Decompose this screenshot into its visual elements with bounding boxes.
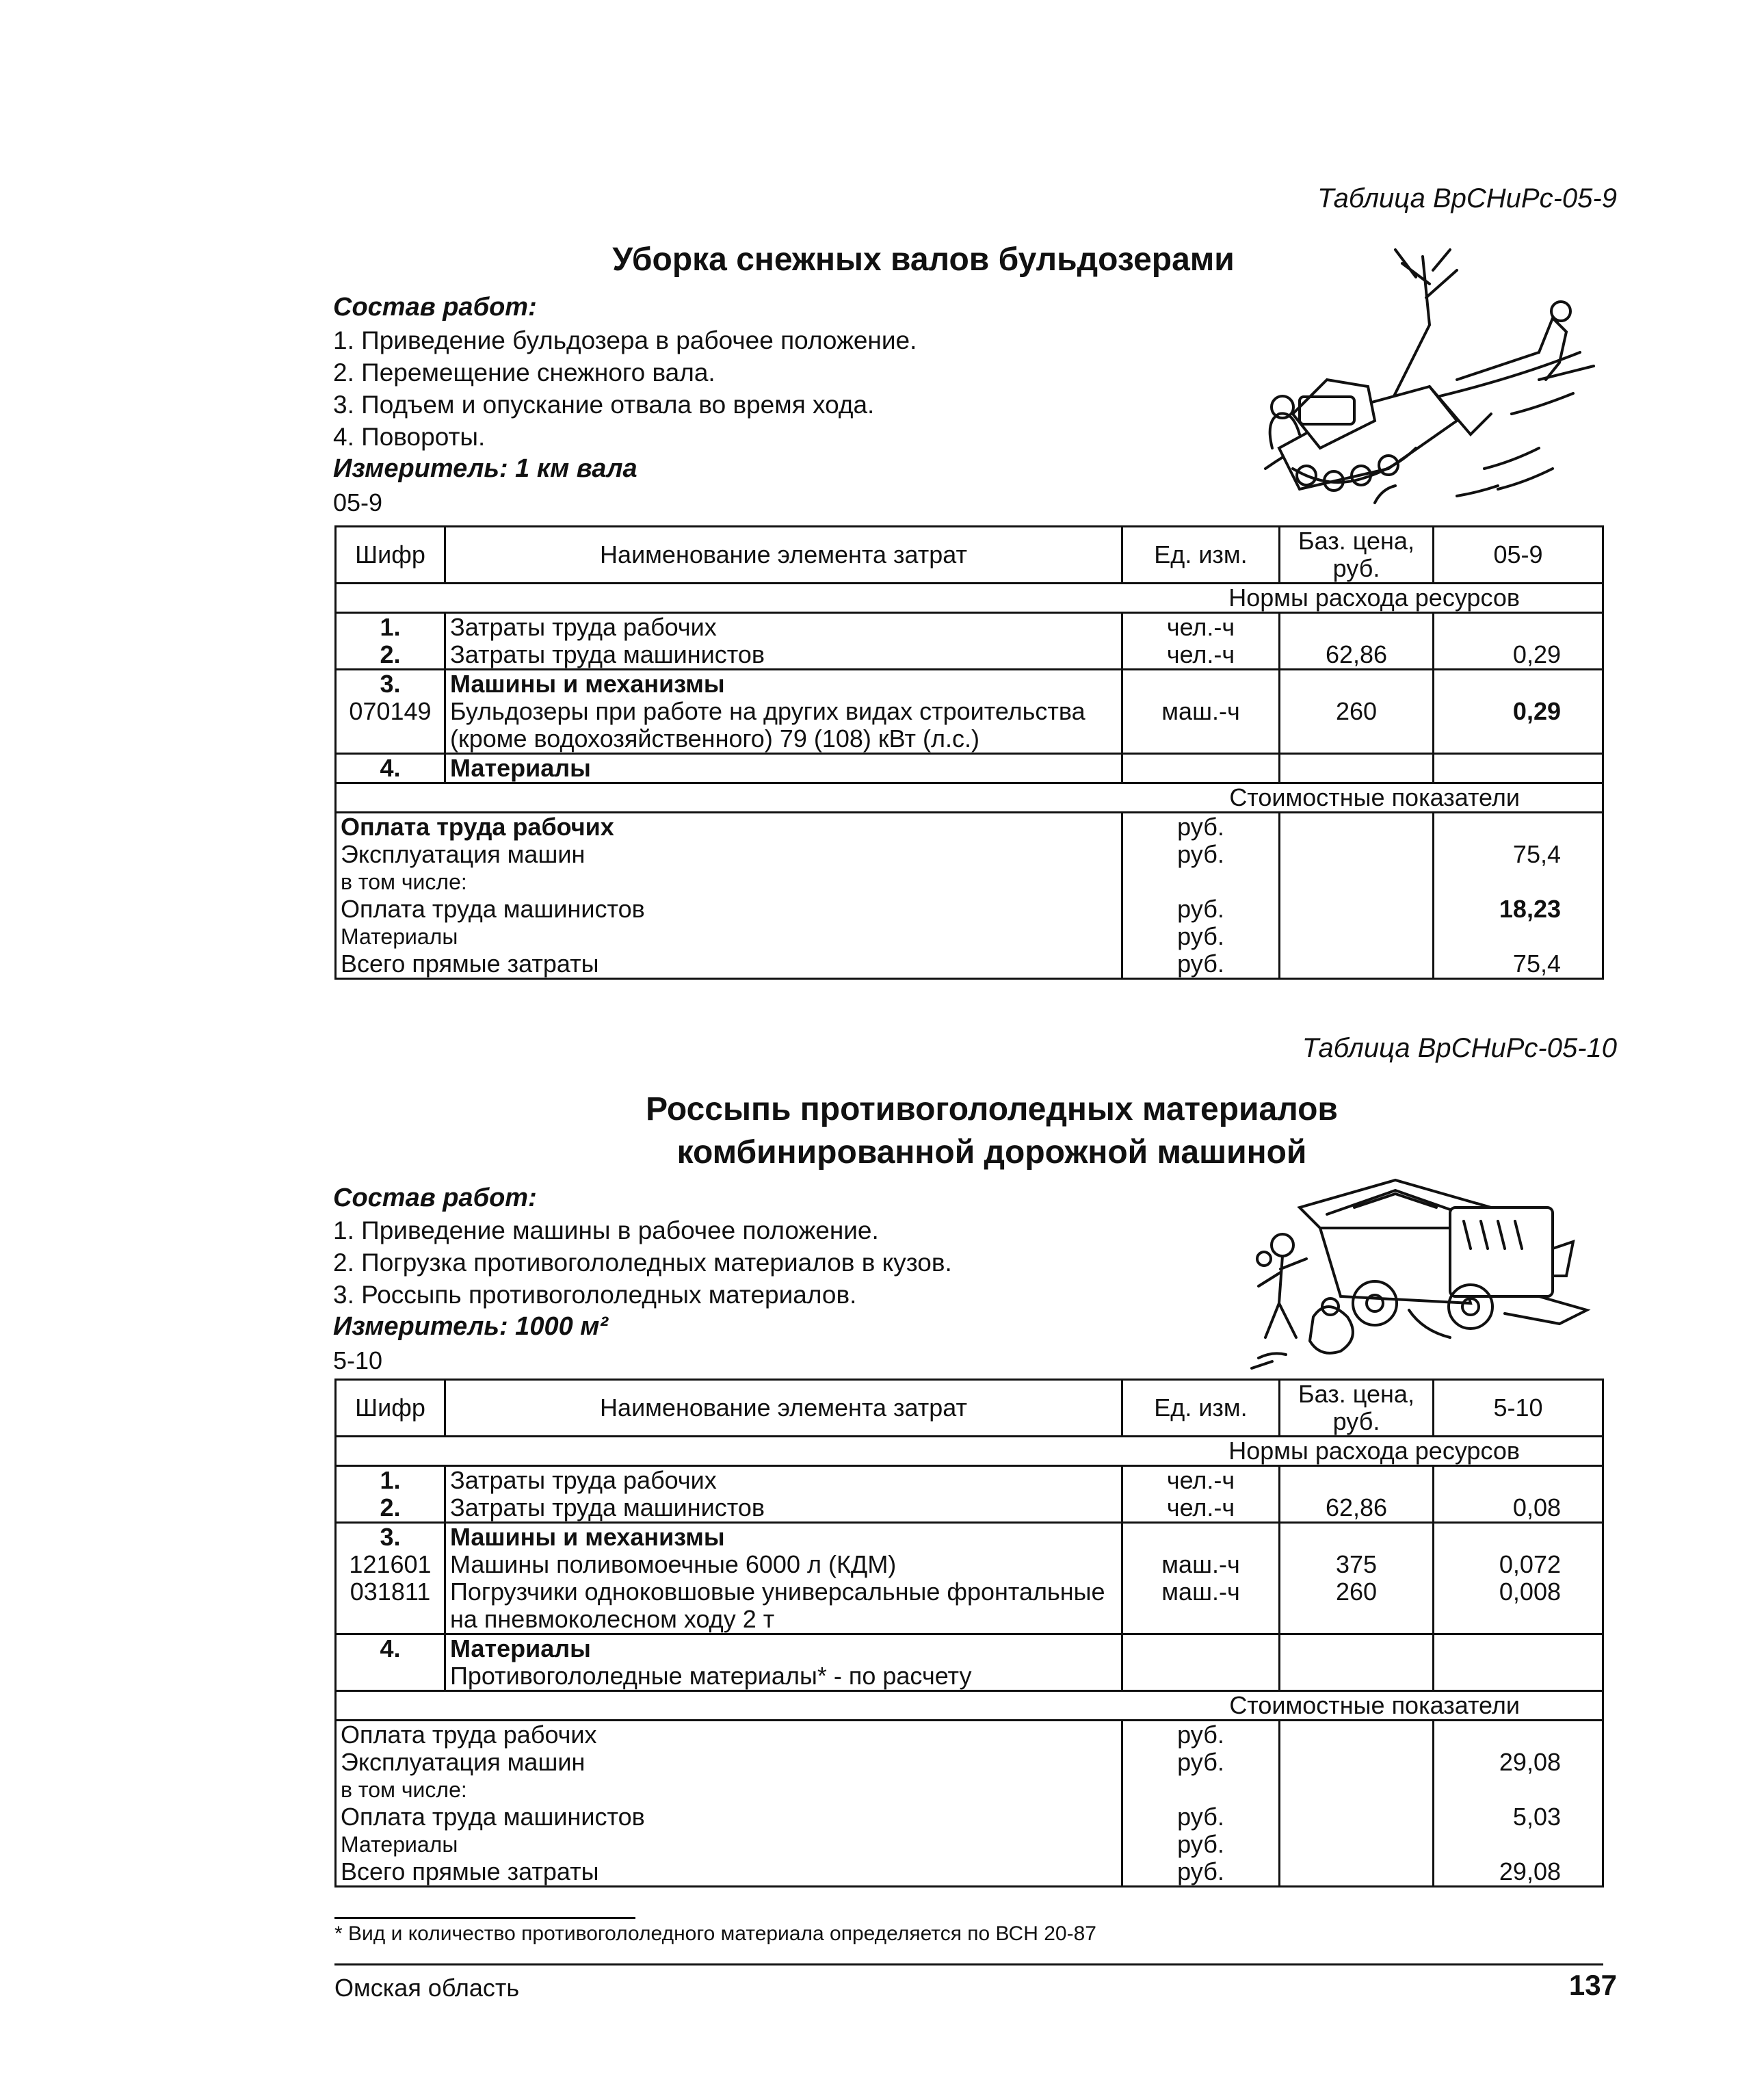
work-item: 3. Россыпь противогололедных материалов. xyxy=(333,1281,857,1309)
table1-caption: Таблица ВрСНиРс-05-9 xyxy=(1317,183,1617,213)
cost-name: Оплата труда рабочих xyxy=(336,1721,1122,1749)
work-item: 2. Погрузка противогололедных материалов в кузов. xyxy=(333,1249,952,1277)
row-unit: маш.-ч xyxy=(1122,1551,1280,1578)
cost-unit: руб. xyxy=(1122,1721,1280,1749)
row-name: Материалы xyxy=(445,754,1122,783)
section-costs: Стоимостные показатели xyxy=(336,783,1603,813)
row-name: Затраты труда рабочих xyxy=(445,613,1122,642)
cost-name: в том числе: xyxy=(336,868,1122,896)
cost-name: Всего прямые затраты xyxy=(336,950,1122,979)
row-unit xyxy=(1122,1662,1280,1691)
row-price xyxy=(1280,754,1434,783)
row-name: Машины поливомоечные 6000 л (КДМ) xyxy=(445,1551,1122,1578)
cost-row xyxy=(336,1721,1603,1749)
row-unit: чел.-ч xyxy=(1122,1494,1280,1523)
row-code: 121601 xyxy=(336,1551,445,1578)
cost-unit: руб. xyxy=(1122,896,1280,923)
footnote: * Вид и количество противогололедного материала определяется по ВСН 20-87 xyxy=(334,1922,1096,1945)
cost-row xyxy=(336,868,1603,896)
row-code: 3. xyxy=(336,1523,445,1552)
section-norms: Нормы расхода ресурсов xyxy=(336,1437,1603,1466)
table1-works-list xyxy=(333,324,917,453)
cost-value xyxy=(1434,1776,1603,1803)
row-name: Затраты труда машинистов xyxy=(445,1494,1122,1523)
row-value: 0,08 xyxy=(1434,1494,1603,1523)
header-unit: Ед. изм. xyxy=(1122,527,1280,584)
cost-unit: руб. xyxy=(1122,950,1280,979)
cost-row xyxy=(336,950,1603,979)
row-unit xyxy=(1122,1523,1280,1552)
row-value xyxy=(1434,613,1603,642)
header-code: Шифр xyxy=(336,527,445,584)
cost-name: Эксплуатация машин xyxy=(336,841,1122,868)
cost-unit xyxy=(1122,1776,1280,1803)
footnote-divider xyxy=(334,1917,635,1919)
header-code: Шифр xyxy=(336,1380,445,1437)
bulldozer-illustration xyxy=(1252,243,1607,517)
cost-row xyxy=(336,1831,1603,1858)
row-value: 0,072 xyxy=(1434,1551,1603,1578)
header-price: Баз. цена, руб. xyxy=(1280,527,1434,584)
row-name: Машины и механизмы xyxy=(445,670,1122,698)
cost-row xyxy=(336,1776,1603,1803)
cost-name: Оплата труда машинистов xyxy=(336,896,1122,923)
cost-row xyxy=(336,813,1603,841)
cost-name: Эксплуатация машин xyxy=(336,1749,1122,1776)
row-value: 0,29 xyxy=(1434,698,1603,754)
row-price: 62,86 xyxy=(1280,1494,1434,1523)
cost-unit: руб. xyxy=(1122,1858,1280,1887)
header-norm: 5-10 xyxy=(1434,1380,1603,1437)
cost-name: Материалы xyxy=(336,1831,1122,1858)
table-row xyxy=(336,670,1603,698)
header-name: Наименование элемента затрат xyxy=(445,527,1122,584)
footer-region: Омская область xyxy=(334,1974,520,2002)
table2-meter: Измеритель: 1000 м² xyxy=(333,1312,609,1341)
work-item: 1. Приведение бульдозера в рабочее положение. xyxy=(333,326,917,354)
row-unit xyxy=(1122,754,1280,783)
cost-value xyxy=(1434,1721,1603,1749)
row-value xyxy=(1434,1634,1603,1663)
header-norm: 05-9 xyxy=(1434,527,1603,584)
cost-value: 18,23 xyxy=(1434,896,1603,923)
header-name: Наименование элемента затрат xyxy=(445,1380,1122,1437)
table1-meter: Измеритель: 1 км вала xyxy=(333,454,637,483)
table-row xyxy=(336,1578,1603,1634)
table1-composition-heading: Состав работ: xyxy=(333,293,537,322)
row-unit: маш.-ч xyxy=(1122,1578,1280,1634)
table-row xyxy=(336,613,1603,642)
row-code: 4. xyxy=(336,1634,445,1663)
cost-unit: руб. xyxy=(1122,841,1280,868)
row-code xyxy=(336,1662,445,1691)
row-code: 2. xyxy=(336,641,445,670)
row-name: Затраты труда рабочих xyxy=(445,1466,1122,1495)
cost-name: Всего прямые затраты xyxy=(336,1858,1122,1887)
cost-row xyxy=(336,923,1603,950)
cost-value: 75,4 xyxy=(1434,841,1603,868)
row-name: Затраты труда машинистов xyxy=(445,641,1122,670)
section-norms: Нормы расхода ресурсов xyxy=(336,584,1603,613)
table1-title: Уборка снежных валов бульдозерами xyxy=(612,241,1235,278)
row-price: 62,86 xyxy=(1280,641,1434,670)
row-price xyxy=(1280,670,1434,698)
row-unit xyxy=(1122,670,1280,698)
row-price xyxy=(1280,1662,1434,1691)
section-costs: Стоимостные показатели xyxy=(336,1691,1603,1721)
table-row xyxy=(336,1494,1603,1523)
row-value xyxy=(1434,754,1603,783)
table1-code: 05-9 xyxy=(333,488,383,517)
row-price xyxy=(1280,1634,1434,1663)
table-row xyxy=(336,1662,1603,1691)
cost-name: Оплата труда рабочих xyxy=(336,813,1122,841)
footer-divider xyxy=(334,1963,1603,1965)
cost-value xyxy=(1434,813,1603,841)
cost-row xyxy=(336,1749,1603,1776)
cost-row xyxy=(336,1803,1603,1831)
work-item: 4. Повороты. xyxy=(333,423,486,451)
row-code: 031811 xyxy=(336,1578,445,1634)
row-unit: чел.-ч xyxy=(1122,613,1280,642)
cost-value xyxy=(1434,923,1603,950)
row-value xyxy=(1434,1523,1603,1552)
cost-name: Оплата труда машинистов xyxy=(336,1803,1122,1831)
table2-composition-heading: Состав работ: xyxy=(333,1184,537,1212)
cost-value: 29,08 xyxy=(1434,1858,1603,1887)
cost-unit: руб. xyxy=(1122,923,1280,950)
page-number: 137 xyxy=(1568,1969,1617,2001)
table2-caption: Таблица ВрСНиРс-05-10 xyxy=(1302,1033,1617,1063)
work-item: 2. Перемещение снежного вала. xyxy=(333,358,715,387)
row-name: Машины и механизмы xyxy=(445,1523,1122,1552)
row-price xyxy=(1280,1466,1434,1495)
table2-title-line1: Россыпь противогололедных материалов xyxy=(646,1091,1338,1127)
header-unit: Ед. изм. xyxy=(1122,1380,1280,1437)
row-code: 1. xyxy=(336,1466,445,1495)
row-price: 260 xyxy=(1280,698,1434,754)
cost-unit xyxy=(1122,868,1280,896)
row-value: 0,29 xyxy=(1434,641,1603,670)
cost-unit: руб. xyxy=(1122,813,1280,841)
row-value xyxy=(1434,670,1603,698)
row-code: 3. xyxy=(336,670,445,698)
cost-value: 5,03 xyxy=(1434,1803,1603,1831)
header-price: Баз. цена, руб. xyxy=(1280,1380,1434,1437)
table2-title-line2: комбинированной дорожной машиной xyxy=(676,1134,1307,1171)
row-name: Бульдозеры при работе на других видах строительства (кроме водохозяйственного) 79 (108) кВт (л.с.) xyxy=(445,698,1122,754)
cost-row xyxy=(336,896,1603,923)
row-name: Противогололедные материалы* - по расчету xyxy=(445,1662,1122,1691)
road-machine-illustration xyxy=(1245,1166,1601,1372)
table2-works-list xyxy=(333,1214,952,1311)
row-unit: чел.-ч xyxy=(1122,641,1280,670)
row-unit xyxy=(1122,1634,1280,1663)
row-unit: чел.-ч xyxy=(1122,1466,1280,1495)
row-value: 0,008 xyxy=(1434,1578,1603,1634)
cost-name: Материалы xyxy=(336,923,1122,950)
row-code: 070149 xyxy=(336,698,445,754)
table-row xyxy=(336,641,1603,670)
table-row xyxy=(336,1523,1603,1552)
row-price: 375 xyxy=(1280,1551,1434,1578)
cost-unit: руб. xyxy=(1122,1803,1280,1831)
cost-name: в том числе: xyxy=(336,1776,1122,1803)
row-price xyxy=(1280,613,1434,642)
row-unit: маш.-ч xyxy=(1122,698,1280,754)
row-code: 4. xyxy=(336,754,445,783)
cost-unit: руб. xyxy=(1122,1831,1280,1858)
table-row xyxy=(336,1551,1603,1578)
cost-row xyxy=(336,841,1603,868)
cost-value xyxy=(1434,868,1603,896)
row-name: Материалы xyxy=(445,1634,1122,1663)
table-row xyxy=(336,1634,1603,1663)
work-item: 3. Подъем и опускание отвала во время хода. xyxy=(333,391,875,419)
cost-value xyxy=(1434,1831,1603,1858)
table-row xyxy=(336,698,1603,754)
row-code: 2. xyxy=(336,1494,445,1523)
row-value xyxy=(1434,1662,1603,1691)
table2-code: 5-10 xyxy=(333,1346,383,1374)
cost-value: 29,08 xyxy=(1434,1749,1603,1776)
row-price xyxy=(1280,1523,1434,1552)
cost-value: 75,4 xyxy=(1434,950,1603,979)
table-row xyxy=(336,1466,1603,1495)
row-value xyxy=(1434,1466,1603,1495)
row-name: Погрузчики одноковшовые универсальные фронтальные на пневмоколесном ходу 2 т xyxy=(445,1578,1122,1634)
row-price: 260 xyxy=(1280,1578,1434,1634)
table1-resources xyxy=(334,525,1604,980)
work-item: 1. Приведение машины в рабочее положение. xyxy=(333,1216,879,1244)
row-code: 1. xyxy=(336,613,445,642)
cost-row xyxy=(336,1858,1603,1887)
table2-resources xyxy=(334,1379,1604,1887)
cost-unit: руб. xyxy=(1122,1749,1280,1776)
table-row xyxy=(336,754,1603,783)
